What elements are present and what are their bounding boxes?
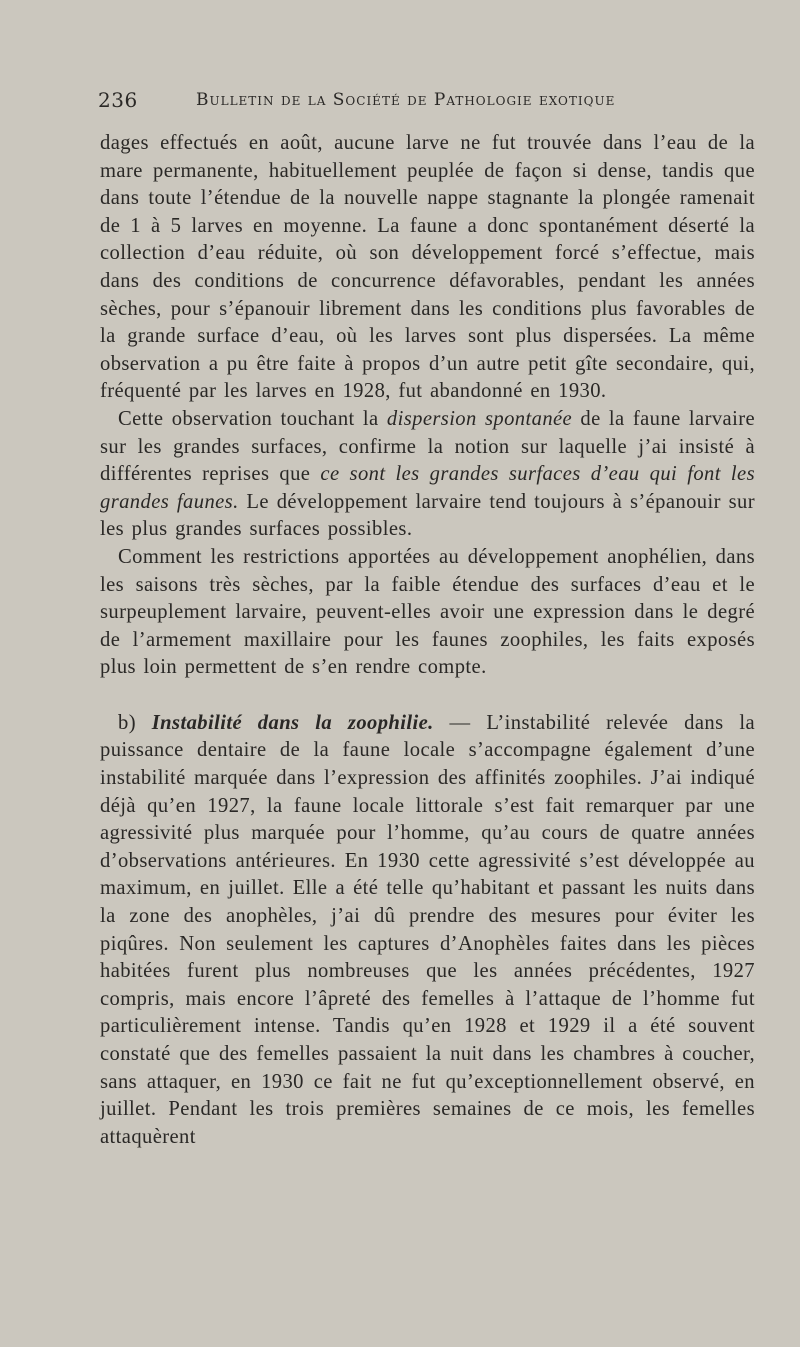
paragraph-3: Comment les restrictions apportées au développement anophélien, dans les saisons très sèches, par la faible étendue des surfaces d’eau et le surpeuplement larvaire, peuvent-elles avoir une expression dans le degré de l’armement maxillaire pour les faunes zoophiles, les faits exposés plus loin permettent de s’en rendre compte. (100, 545, 755, 679)
paragraph-2-text-a: Cette observation touchant la (118, 407, 387, 430)
running-title: Bulletin de la Société de Pathologie exotique (196, 90, 616, 110)
emphasis-dispersion: dispersion spontanée (386, 407, 573, 430)
section-heading: Instabilité dans la zoophilie. (151, 711, 434, 734)
emphasis-grandes-surfaces: ce sont les grandes surfaces d’eau qui font les grandes faunes. (100, 463, 755, 513)
paragraph-2 (100, 406, 755, 544)
page-header (98, 88, 758, 118)
paragraph-4-text: — L’instabilité relevée dans la puissance dentaire de la faune locale s’accompagne également d’une instabilité marquée dans l’expression des affinités zoophiles. J’ai indiqué déjà qu’en 1927, la faune locale littorale s’est fait remarquer par une agressivité plus marquée pour l’homme, qu’au cours de quatre années d’observations antérieures. En 1930 cette agressivité s’est développée au maximum, en juillet. Elle a été telle qu’habitant et passant les nuits dans la zone des anophèles, j’ai dû prendre des mesures pour éviter les piqûres. Non seulement les captures d’Anophèles faites dans les pièces habitées furent plus nombreuses que les années précédentes, 1927 compris, mais encore l’âpreté des femelles à l’attaque de l’homme fut particulièrement intense. Tandis qu’en 1928 et 1929 il a été souvent constaté que des femelles passaient la nuit dans les chambres à coucher, sans attaquer, en 1930 ce fait ne fut qu’exceptionnellement observé, en juillet. Pendant les trois premières semaines de ce mois, les femelles attaquèrent (100, 711, 755, 1148)
paragraph-1: dages effectués en août, aucune larve ne fut trouvée dans l’eau de la mare permanente, habituellement peuplée de façon si dense, tandis que dans toute l’étendue de la nouvelle nappe stagnante la plongée ramenait de 1 à 5 larves en moyenne. La faune a donc spontanément déserté la collection d’eau réduite, où son développement forcé s’effectue, mais dans des conditions de concurrence défavorables, pendant les années sèches, pour s’épanouir librement dans les conditions plus favorables de la grande surface d’eau, où les larves sont plus dispersées. La même observation a pu être faite à propos d’un autre petit gîte secondaire, qui, fréquenté par les larves en 1928, fut abandonné en 1930. (100, 132, 755, 403)
page-number: 236 (98, 88, 138, 112)
paragraph-4 (100, 710, 755, 1152)
body-text (100, 130, 755, 1151)
paragraph-2-text-b: de la faune larvaire sur les grandes surfaces, confirme la notion sur laquelle j’ai insisté à différentes reprises que (100, 407, 755, 486)
section-label: b) (118, 711, 152, 734)
paragraph-2-text-c: Le développement larvaire tend toujours à s’épanouir sur les plus grandes surfaces possibles. (100, 490, 756, 541)
